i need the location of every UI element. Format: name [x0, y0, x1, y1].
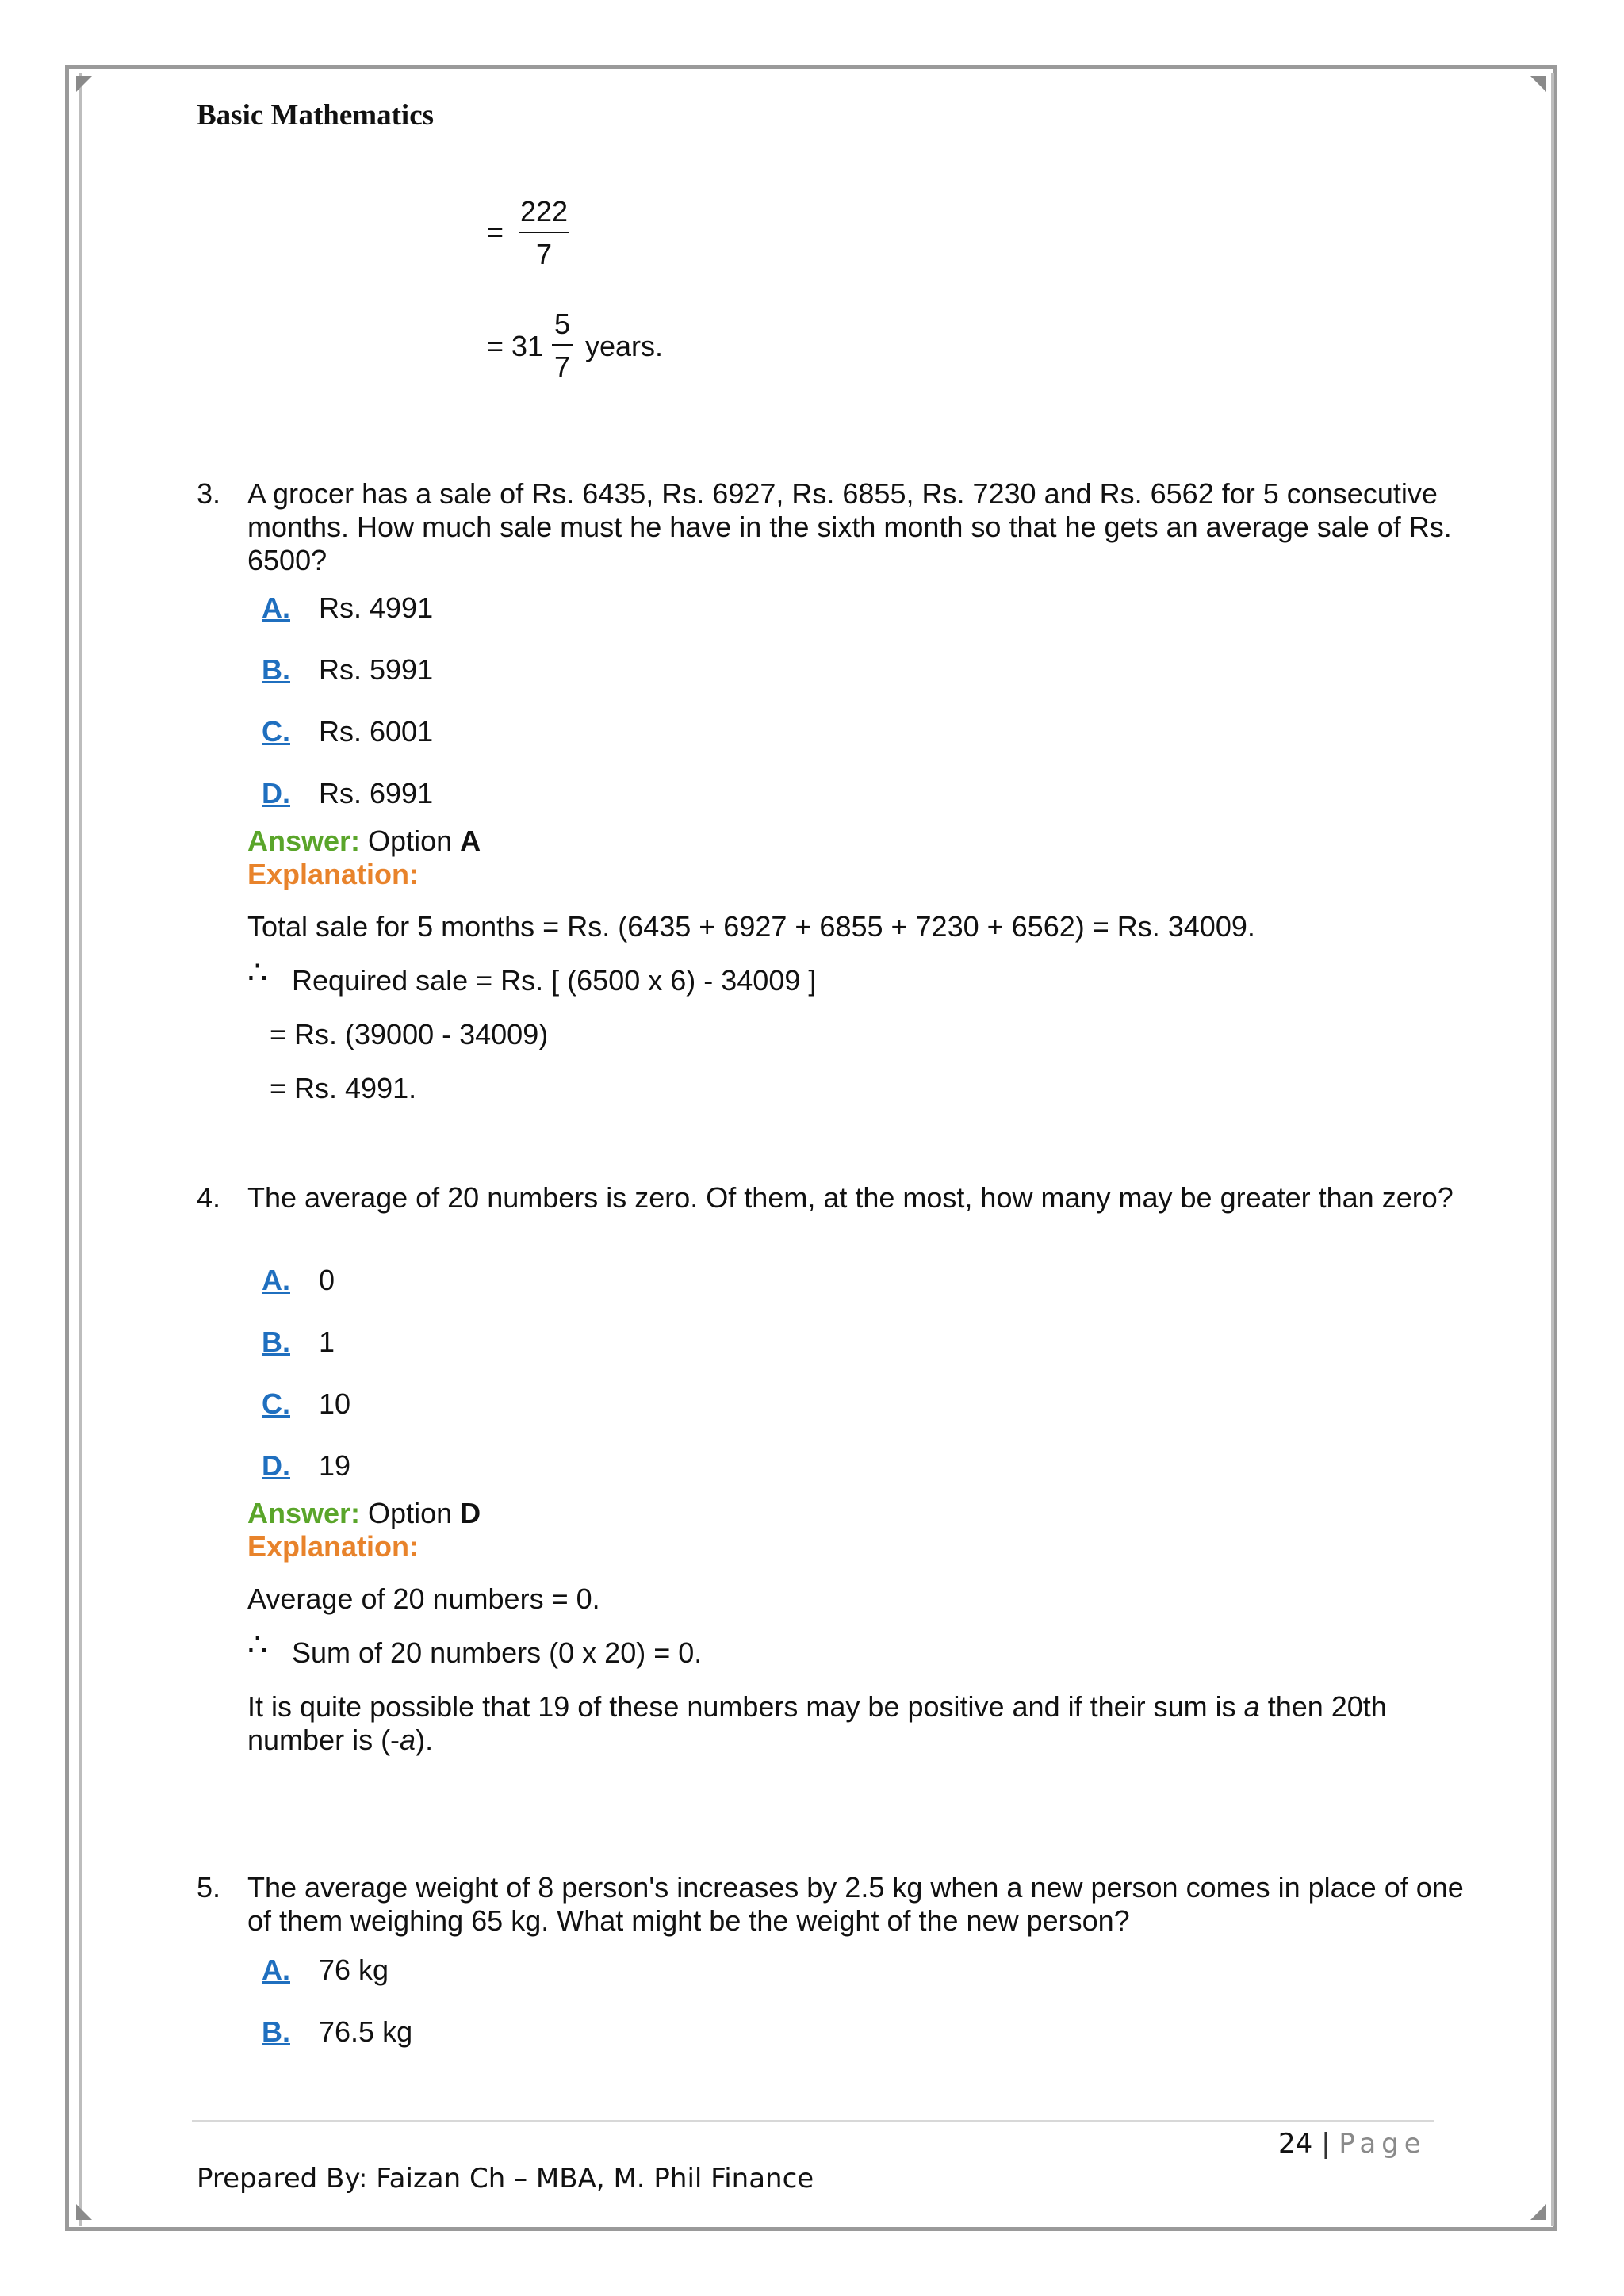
q3-option-a-link[interactable]: A.: [262, 591, 290, 624]
calc-eq2-denominator: 7: [553, 350, 571, 383]
q4-option-c-text: 10: [319, 1387, 351, 1420]
q4-option-b-text: 1: [319, 1326, 335, 1358]
q4-answer-prefix: Option: [368, 1497, 453, 1529]
q4-final-part-1: It is quite possible that 19 of these numbers may be positive and if their sum is: [247, 1690, 1244, 1723]
corner-ornament-top-left: [76, 76, 92, 92]
q3-answer-label: Answer:: [247, 825, 361, 857]
q3-explanation-line-2: Required sale = Rs. [ (6500 x 6) - 34009 ]: [292, 964, 817, 997]
corner-ornament-bottom-left: [76, 2204, 92, 2220]
q4-option-c-link[interactable]: C.: [262, 1387, 290, 1420]
q3-option-d-text: Rs. 6991: [319, 777, 434, 809]
q4-explanation-label: Explanation:: [247, 1530, 419, 1563]
page-number-value: 24: [1278, 2128, 1313, 2160]
q4-explanation-line-2: Sum of 20 numbers (0 x 20) = 0.: [292, 1636, 703, 1669]
q3-answer: [247, 825, 481, 858]
calc-eq1-denominator: 7: [535, 238, 553, 270]
q3-explanation-line-4: = Rs. 4991.: [270, 1072, 417, 1104]
therefore-icon: ∴: [247, 1628, 268, 1663]
calc-eq1-prefix: =: [487, 216, 504, 248]
calc-eq2-prefix: = 31: [487, 330, 544, 362]
q4-final-var: a: [1243, 1690, 1260, 1723]
q5-option-a-text: 76 kg: [319, 1954, 389, 1986]
page-word: Page: [1339, 2128, 1427, 2160]
q5-option-b-text: 76.5 kg: [319, 2015, 413, 2048]
calc-eq1-fraction: [519, 195, 569, 271]
question-3-number: 3.: [197, 477, 221, 510]
q3-option-a-text: Rs. 4991: [319, 591, 434, 624]
q3-option-b-link[interactable]: B.: [262, 653, 290, 686]
q4-option-a-link[interactable]: A.: [262, 1264, 290, 1296]
header-title: Basic Mathematics: [197, 99, 435, 132]
q3-answer-value: A: [460, 825, 481, 857]
q4-explanation-line-3: [247, 1690, 1484, 1757]
corner-ornament-bottom-right: [1530, 2204, 1546, 2220]
calc-eq2-numerator: 5: [552, 308, 573, 346]
q5-option-a-link[interactable]: A.: [262, 1954, 290, 1986]
q4-answer: [247, 1497, 481, 1530]
q3-option-c-link[interactable]: C.: [262, 715, 290, 748]
page-number: [1278, 2128, 1427, 2160]
question-4-number: 4.: [197, 1181, 221, 1214]
q4-answer-label: Answer:: [247, 1497, 361, 1529]
question-5-text: The average weight of 8 person's increases by 2.5 kg when a new person comes in place of one of them weighing 65 kg. What might be the weight of the new person?: [247, 1871, 1464, 1937]
calc-eq2-fraction: [552, 308, 573, 384]
question-3-text: A grocer has a sale of Rs. 6435, Rs. 6927, Rs. 6855, Rs. 7230 and Rs. 6562 for 5 consecutive months. How much sale must he have in the sixth month so that he gets an average sale of Rs. 6500?: [247, 477, 1452, 576]
therefore-icon: ∴: [247, 955, 268, 990]
q3-answer-prefix: Option: [368, 825, 453, 857]
q3-option-c-text: Rs. 6001: [319, 715, 434, 748]
q4-explanation-line-1: Average of 20 numbers = 0.: [247, 1582, 600, 1615]
footer-divider: [192, 2120, 1434, 2122]
question-5-number: 5.: [197, 1871, 221, 1904]
q3-explanation-line-3: = Rs. (39000 - 34009): [270, 1018, 549, 1050]
q3-option-b-text: Rs. 5991: [319, 653, 434, 686]
q5-option-b-link[interactable]: B.: [262, 2015, 290, 2048]
q3-explanation-line-1: Total sale for 5 months = Rs. (6435 + 6927 + 6855 + 7230 + 6562) = Rs. 34009.: [247, 910, 1255, 943]
corner-ornament-top-right: [1530, 76, 1546, 92]
q3-explanation-label: Explanation:: [247, 858, 419, 890]
q4-final-part-3: ).: [416, 1724, 434, 1756]
q4-option-a-text: 0: [319, 1264, 335, 1296]
question-4-text: The average of 20 numbers is zero. Of them, at the most, how many may be greater than zero?: [247, 1181, 1454, 1214]
calc-eq2-suffix: years.: [585, 330, 664, 362]
q4-final-var-2: a: [400, 1724, 416, 1756]
q4-option-d-link[interactable]: D.: [262, 1449, 290, 1482]
calc-eq1-numerator: 222: [519, 195, 569, 233]
q4-option-b-link[interactable]: B.: [262, 1326, 290, 1358]
page-number-separator: |: [1321, 2128, 1331, 2160]
footer-prepared-by: Prepared By: Faizan Ch – MBA, M. Phil Finance: [197, 2163, 814, 2195]
q4-final-part-2: then 20th number is (-: [247, 1690, 1387, 1756]
q4-option-d-text: 19: [319, 1449, 351, 1482]
q3-option-d-link[interactable]: D.: [262, 777, 290, 809]
q4-answer-value: D: [460, 1497, 481, 1529]
